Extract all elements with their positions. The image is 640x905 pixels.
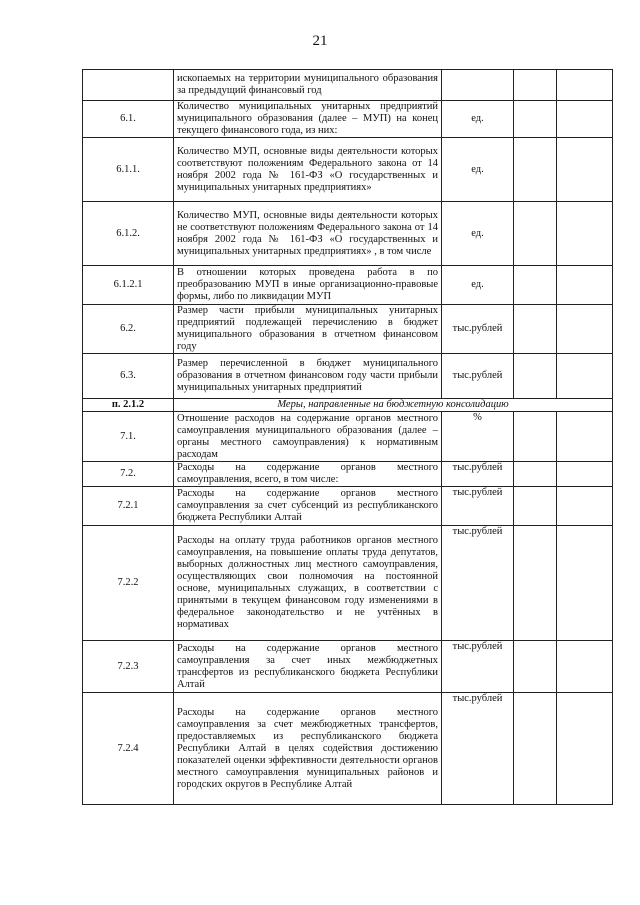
indicator-name: Размер перечисленной в бюджет муниципального образования в отчетном финансовом году части прибыли муниципальных унитарных предприятий: [174, 354, 442, 399]
page-number: 21: [312, 33, 328, 49]
row-number: п. 2.1.2: [83, 399, 174, 412]
value-cell-2: [557, 487, 613, 526]
indicator-name: Количество МУП, основные виды деятельности которых не соответствуют положениям Федерального закона от 14 ноября 2002 года № 161-ФЗ «О государственных и муниципальных унитарных предприятиях» , в том числе: [174, 202, 442, 266]
section-row: [83, 399, 613, 412]
table-row: [83, 70, 613, 101]
indicator-name: Размер части прибыли муниципальных унитарных предприятий подлежащей перечислению в бюджет муниципального образования в отчетном финансовом году: [174, 305, 442, 354]
value-cell-1: [514, 412, 557, 462]
row-number: 6.1.2.1: [83, 266, 174, 305]
row-number: 7.2.1: [83, 487, 174, 526]
value-cell-1: [514, 138, 557, 202]
indicator-name: Расходы на содержание органов местного самоуправления, всего, в том числе:: [174, 462, 442, 487]
row-number: 7.1.: [83, 412, 174, 462]
value-cell-2: [557, 412, 613, 462]
row-number: 6.1.2.: [83, 202, 174, 266]
table-row: [83, 305, 613, 354]
table-row: [83, 526, 613, 641]
unit-cell: тыс.рублей: [442, 354, 514, 399]
value-cell-2: [557, 641, 613, 693]
value-cell-1: [514, 266, 557, 305]
table-row: [83, 354, 613, 399]
table-row: [83, 641, 613, 693]
unit-cell: тыс.рублей: [442, 305, 514, 354]
row-number: 7.2.4: [83, 693, 174, 805]
table-row: [83, 693, 613, 805]
value-cell-2: [557, 101, 613, 138]
value-cell-2: [557, 354, 613, 399]
value-cell-2: [557, 305, 613, 354]
unit-cell: тыс.рублей: [442, 526, 514, 641]
unit-cell: ед.: [442, 202, 514, 266]
value-cell-2: [557, 693, 613, 805]
value-cell-2: [557, 266, 613, 305]
value-cell-1: [514, 354, 557, 399]
table-row: [83, 266, 613, 305]
unit-cell: ед.: [442, 266, 514, 305]
indicators-table: [82, 69, 613, 805]
section-title: Меры, направленные на бюджетную консолидацию: [174, 399, 613, 412]
value-cell-1: [514, 305, 557, 354]
table-row: [83, 101, 613, 138]
row-number: 6.3.: [83, 354, 174, 399]
indicator-name: В отношении которых проведена работа в по преобразованию МУП в иные организационно-правовые формы, либо по ликвидации МУП: [174, 266, 442, 305]
indicator-name: Количество МУП, основные виды деятельности которых соответствуют положениям Федерального закона от 14 ноября 2002 года № 161-ФЗ «О государственных и муниципальных унитарных предприятиях»: [174, 138, 442, 202]
value-cell-1: [514, 693, 557, 805]
row-number: 6.1.: [83, 101, 174, 138]
unit-cell: тыс.рублей: [442, 693, 514, 805]
indicator-name: Отношение расходов на содержание органов местного самоуправления муниципального образования (далее – органы местного самоуправления) к нормативным расходам: [174, 412, 442, 462]
indicator-name: Расходы на содержание органов местного самоуправления за счет межбюджетных трансфертов, предоставляемых из республиканского бюджета Республики Алтай в целях содействия достижению показателей оценки эффективности деятельности органов местного самоуправления муниципальных районов и городских округов в Республике Алтай: [174, 693, 442, 805]
indicator-name: ископаемых на территории муниципального образования за предыдущий финансовый год: [174, 70, 442, 101]
table-row: [83, 202, 613, 266]
row-number: [83, 70, 174, 101]
unit-cell: %: [442, 412, 514, 462]
value-cell-1: [514, 101, 557, 138]
value-cell-1: [514, 462, 557, 487]
table-row: [83, 412, 613, 462]
value-cell-1: [514, 70, 557, 101]
row-number: 6.2.: [83, 305, 174, 354]
unit-cell: тыс.рублей: [442, 487, 514, 526]
value-cell-1: [514, 526, 557, 641]
value-cell-1: [514, 641, 557, 693]
indicator-name: Расходы на содержание органов местного самоуправления за счет иных межбюджетных трансфертов из республиканского бюджета Республики Алтай: [174, 641, 442, 693]
row-number: 7.2.3: [83, 641, 174, 693]
indicator-name: Расходы на содержание органов местного самоуправления за счет субсенций из республиканского бюджета Республики Алтай: [174, 487, 442, 526]
unit-cell: тыс.рублей: [442, 641, 514, 693]
unit-cell: ед.: [442, 101, 514, 138]
value-cell-2: [557, 202, 613, 266]
unit-cell: [442, 70, 514, 101]
table-row: [83, 462, 613, 487]
value-cell-2: [557, 526, 613, 641]
table-row: [83, 487, 613, 526]
unit-cell: тыс.рублей: [442, 462, 514, 487]
unit-cell: ед.: [442, 138, 514, 202]
indicator-name: Расходы на оплату труда работников органов местного самоуправления, на повышение оплаты труда депутатов, выборных должностных лиц местного самоуправления, осуществляющих свои полномочия на постоянной основе, муниципальных служащих, в соответствии с принятыми в текущем финансовом году изменениями в федеральное законодательство и не учтённых в нормативах: [174, 526, 442, 641]
value-cell-2: [557, 462, 613, 487]
row-number: 7.2.: [83, 462, 174, 487]
value-cell-1: [514, 202, 557, 266]
table-row: [83, 138, 613, 202]
indicator-name: Количество муниципальных унитарных предприятий муниципального образования (далее – МУП) на конец текущего финансового года, из них:: [174, 101, 442, 138]
value-cell-2: [557, 138, 613, 202]
value-cell-1: [514, 487, 557, 526]
row-number: 6.1.1.: [83, 138, 174, 202]
row-number: 7.2.2: [83, 526, 174, 641]
value-cell-2: [557, 70, 613, 101]
table-body: [83, 70, 613, 805]
